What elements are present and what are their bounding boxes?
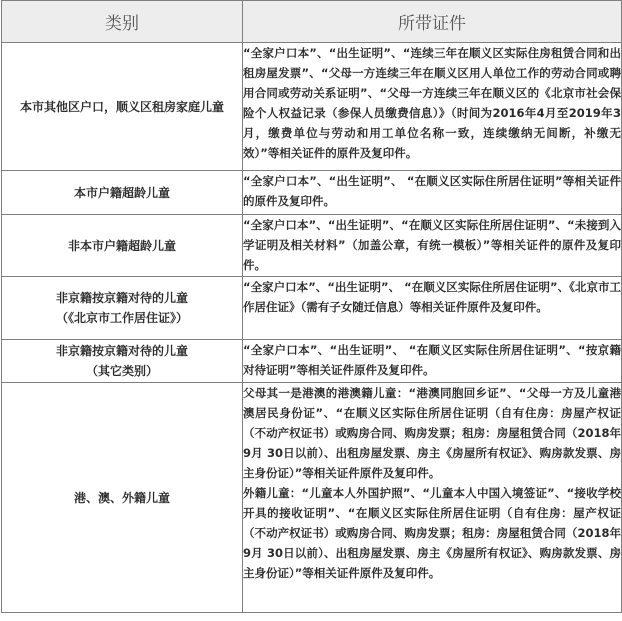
category-text: 非京籍按京籍对待的儿童 bbox=[55, 291, 188, 305]
documents-text: “全家户口本”、“出生证明”、“连续三年在顺义区实际住房租赁合同和出租房屋发票”、“父母一方连续三年在顺义区用人单位工作的劳动合同或聘用合同或劳动关系证明”、“父母一方连续三年在顺义区的《北京市社会保险个人权益记录（参保人员缴费信息）》（时间为2016年4月至2019年3月，缴费单位与劳动和用工单位名称一致，连续缴纳无间断，补缴无效）”等相关证件的原件及复印件。 bbox=[243, 46, 621, 160]
documents-cell bbox=[243, 383, 622, 613]
category-cell bbox=[2, 340, 243, 383]
table-row bbox=[2, 215, 622, 277]
documents-cell bbox=[243, 277, 622, 340]
table-row bbox=[2, 383, 622, 613]
documents-cell bbox=[243, 215, 622, 277]
table-row bbox=[2, 340, 622, 383]
documents-text-hk-macau: 父母其一是港澳的港澳籍儿童：“港澳同胞回乡证”、“父母一方及儿童港澳居民身份证”、“在顺义区实际住所居住证明（自有住房：房屋产权证（不动产权证书）或购房合同、购房发票；租房：房屋租赁合同（2018年 9月 30日以前）、出租房屋发票、房主《房屋所有权证》、购房款发票、房主身份证）”等相关证件原件及复印件。 bbox=[243, 386, 621, 480]
category-cell bbox=[2, 383, 243, 613]
documents-cell bbox=[243, 340, 622, 383]
documents-text: “全家户口本”、“出生证明”、 “在顺义区实际住所居住证明”、“按京籍对待证明”等相关证件原件及复印件。 bbox=[243, 343, 621, 377]
table-header-row bbox=[2, 1, 622, 43]
table-row bbox=[2, 43, 622, 171]
table-row bbox=[2, 277, 622, 340]
category-subtext: （《北京市工作居住证》） bbox=[55, 311, 188, 325]
header-category: 类别 bbox=[2, 1, 243, 43]
table-row bbox=[2, 171, 622, 215]
document-requirements-table bbox=[1, 0, 622, 613]
documents-text: “全家户口本”、“出生证明”、 “在顺义区实际住所居住证明”等相关证件的原件及复印件。 bbox=[243, 174, 621, 208]
category-text: 港、澳、外籍儿童 bbox=[73, 490, 170, 505]
category-subtext: （其它类别） bbox=[85, 364, 158, 378]
documents-cell bbox=[243, 171, 622, 215]
category-cell bbox=[2, 43, 243, 171]
header-documents: 所带证件 bbox=[243, 1, 622, 43]
category-text: 本市其他区户口，顺义区租房家庭儿童 bbox=[19, 99, 224, 114]
category-cell bbox=[2, 171, 243, 215]
category-cell bbox=[2, 215, 243, 277]
documents-text: “全家户口本”、“出生证明”、“在顺义区实际住所居住证明”、“未接到入学证明及相关材料”（加盖公章，有统一模板）”等相关证件的原件及复印件。 bbox=[243, 218, 621, 272]
category-text: 非京籍按京籍对待的儿童 bbox=[55, 344, 188, 358]
category-cell bbox=[2, 277, 243, 340]
category-text: 本市户籍超龄儿童 bbox=[73, 185, 170, 200]
category-text: 非本市户籍超龄儿童 bbox=[67, 238, 176, 253]
documents-cell bbox=[243, 43, 622, 171]
documents-text: “全家户口本”、“出生证明”、 “在顺义区实际住所居住证明”、《北京市工作居住证》（需有子女随迁信息）等相关证件原件及复印件。 bbox=[243, 280, 621, 314]
documents-text-foreign: 外籍儿童：“儿童本人外国护照”、“儿童本人中国入境签证”、“接收学校开具的接收证明”、“在顺义区实际住所居住证明（自有住房：屋产权证（不动产权证书）或购房合同、购房发票；租房：房屋租赁合同（2018年 9月 30日以前）、出租房屋发票、房主《房屋所有权证》、购房款发票、房主身份证）”等相关证件原件及复印件。 bbox=[243, 486, 621, 580]
